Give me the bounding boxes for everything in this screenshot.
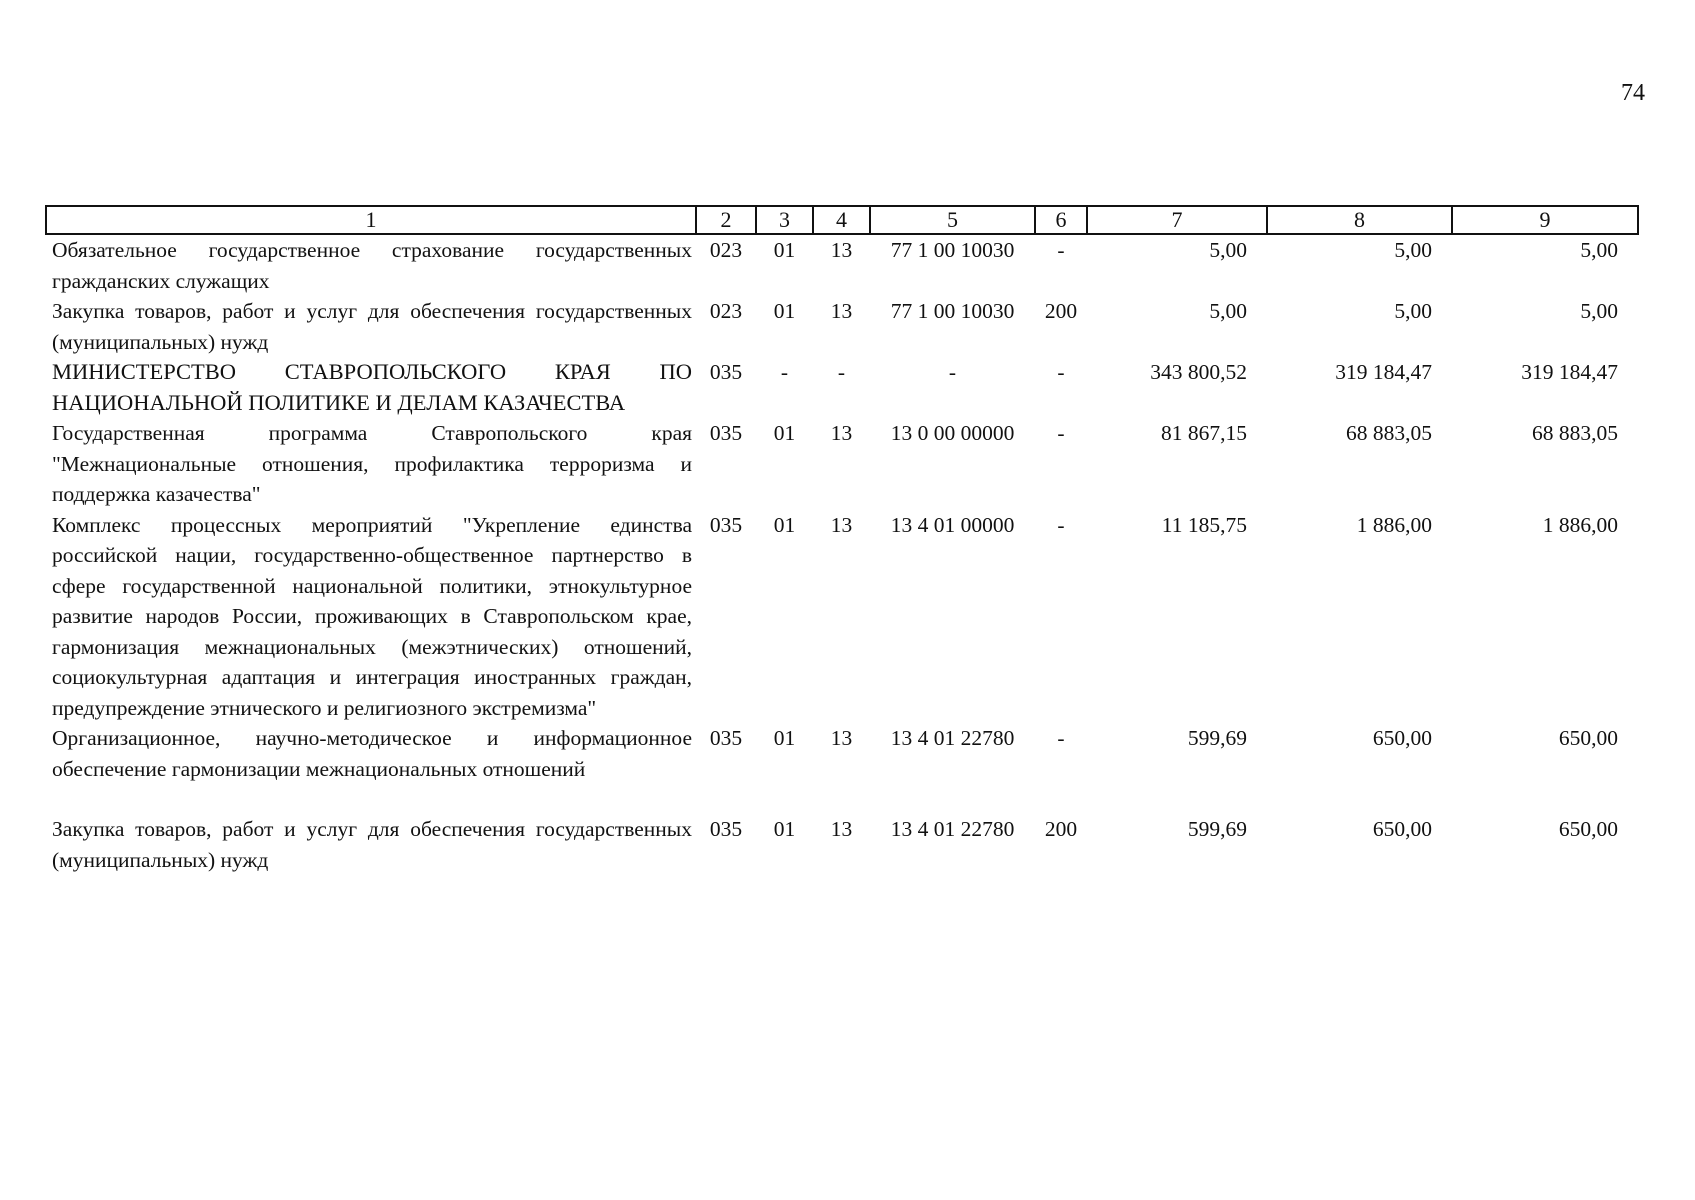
amount-col-9: 5,00 — [1580, 238, 1618, 262]
amount-col-9: 319 184,47 — [1521, 360, 1618, 384]
row-name: МИНИСТЕРСТВО СТАВРОПОЛЬСКОГО КРАЯ ПО НАЦИОНАЛЬНОЙ ПОЛИТИКЕ И ДЕЛАМ КАЗАЧЕСТВА — [52, 359, 692, 415]
row-name: Закупка товаров, работ и услуг для обеспечения государственных (муниципальных) нужд — [52, 817, 692, 872]
subsection-code: 13 — [830, 512, 853, 537]
table-row — [46, 814, 1638, 875]
amount-col-7: 11 185,75 — [1161, 512, 1247, 537]
amount-col-8: 68 883,05 — [1346, 421, 1432, 445]
expense-type-code: - — [1057, 421, 1065, 445]
amount-col-7: 5,00 — [1209, 238, 1247, 262]
subsection-code: 13 — [830, 421, 853, 445]
target-code: - — [948, 360, 957, 384]
target-code: 77 1 00 10030 — [890, 238, 1015, 262]
subsection-code: 13 — [830, 817, 853, 841]
expense-type-code: - — [1057, 360, 1065, 384]
ministry-code: 035 — [709, 726, 743, 750]
expense-type-code: - — [1057, 238, 1065, 262]
column-header: 3 — [756, 206, 813, 234]
expense-type-code: - — [1057, 726, 1065, 750]
column-header: 6 — [1035, 206, 1087, 234]
amount-col-7: 599,69 — [1187, 726, 1247, 750]
expense-type-code: 200 — [1044, 817, 1078, 841]
table-row — [46, 296, 1638, 357]
expense-type-code: - — [1057, 512, 1065, 537]
table-row — [46, 357, 1638, 418]
subsection-code: 13 — [830, 238, 853, 262]
column-header: 4 — [813, 206, 870, 234]
ministry-code: 035 — [709, 360, 743, 384]
target-code: 13 0 00 00000 — [890, 421, 1015, 445]
row-name: Государственная программа Ставропольского края "Межнациональные отношения, профилактика терроризма и поддержка казачества" — [52, 421, 692, 506]
table-row — [46, 723, 1638, 784]
target-code: 13 4 01 00000 — [890, 512, 1015, 537]
header-row — [46, 206, 1638, 234]
row-name: Обязательное государственное страхование государственных гражданских служащих — [52, 238, 692, 293]
amount-col-9: 1 886,00 — [1542, 512, 1618, 537]
budget-table — [45, 205, 1639, 875]
table-row — [46, 418, 1638, 510]
section-code: 01 — [773, 817, 796, 841]
spacer-cell — [46, 784, 1638, 814]
target-code: 13 4 01 22780 — [890, 817, 1015, 841]
row-name: Закупка товаров, работ и услуг для обеспечения государственных (муниципальных) нужд — [52, 299, 692, 354]
ministry-code: 035 — [709, 421, 743, 445]
amount-col-8: 650,00 — [1372, 817, 1432, 841]
column-header: 7 — [1087, 206, 1267, 234]
amount-col-8: 1 886,00 — [1356, 512, 1432, 537]
row-spacer — [46, 784, 1638, 814]
column-header: 1 — [46, 206, 696, 234]
ministry-code: 023 — [709, 299, 743, 323]
ministry-code: 023 — [709, 238, 743, 262]
amount-col-8: 5,00 — [1394, 299, 1432, 323]
amount-col-8: 650,00 — [1372, 726, 1432, 750]
table-row — [46, 510, 1638, 724]
subsection-code: - — [837, 360, 846, 384]
section-code: 01 — [773, 299, 796, 323]
row-name: Организационное, научно-методическое и информационное обеспечение гармонизации межнациональных отношений — [52, 726, 692, 781]
amount-col-7: 343 800,52 — [1150, 360, 1247, 384]
amount-col-9: 5,00 — [1580, 299, 1618, 323]
row-name: Комплекс процессных мероприятий "Укрепление единства российской нации, государственно-общественное партнерство в сфере государственной национальной политики, этнокультурное развитие народов России, проживающих в Ставропольском крае, гармонизация межнациональных (межэтнических) отношений, социокультурная адаптация и интеграция иностранных граждан, предупреждение этнического и религиозного экстремизма" — [52, 512, 692, 720]
ministry-code: 035 — [709, 512, 743, 537]
amount-col-9: 68 883,05 — [1532, 421, 1618, 445]
amount-col-8: 5,00 — [1394, 238, 1432, 262]
section-code: 01 — [773, 421, 796, 445]
table-row — [46, 234, 1638, 296]
amount-col-8: 319 184,47 — [1335, 360, 1432, 384]
subsection-code: 13 — [830, 299, 853, 323]
amount-col-7: 599,69 — [1187, 817, 1247, 841]
ministry-code: 035 — [709, 817, 743, 841]
column-header: 5 — [870, 206, 1035, 234]
column-header: 2 — [696, 206, 756, 234]
amount-col-7: 81 867,15 — [1161, 421, 1247, 445]
amount-col-9: 650,00 — [1558, 726, 1618, 750]
section-code: 01 — [773, 238, 796, 262]
column-header: 8 — [1267, 206, 1452, 234]
amount-col-7: 5,00 — [1209, 299, 1247, 323]
target-code: 77 1 00 10030 — [890, 299, 1015, 323]
page-number: 74 — [1621, 80, 1645, 106]
column-header: 9 — [1452, 206, 1638, 234]
section-code: - — [780, 360, 789, 384]
section-code: 01 — [773, 726, 796, 750]
section-code: 01 — [773, 512, 796, 537]
expense-type-code: 200 — [1044, 299, 1078, 323]
target-code: 13 4 01 22780 — [890, 726, 1015, 750]
subsection-code: 13 — [830, 726, 853, 750]
amount-col-9: 650,00 — [1558, 817, 1618, 841]
